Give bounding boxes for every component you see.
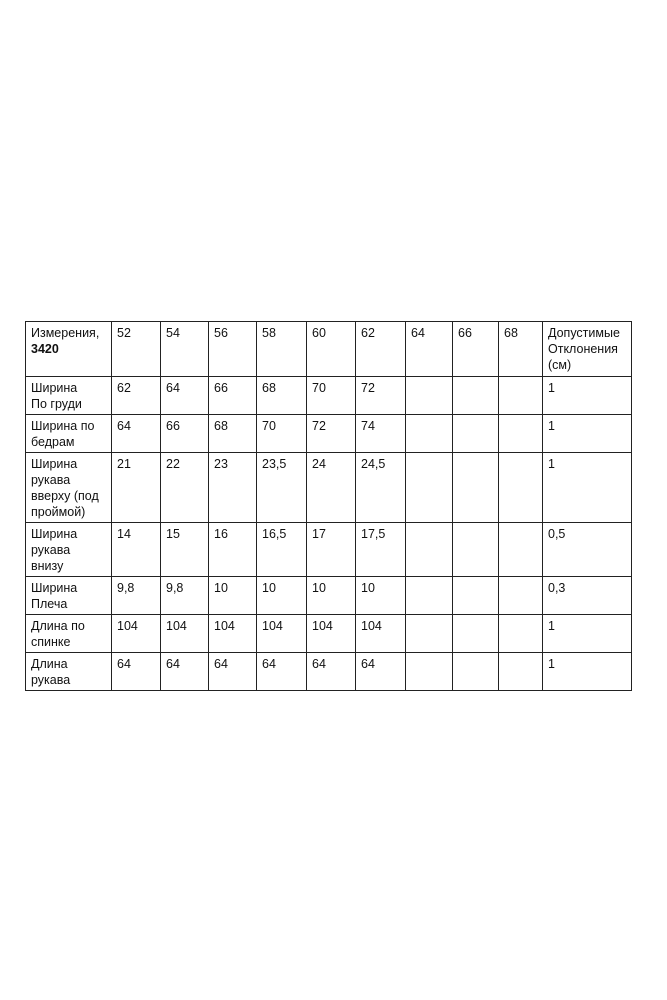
value-cell [499, 615, 543, 653]
measurement-label-cell [26, 577, 112, 615]
measurement-label-line: рукава [31, 473, 71, 487]
value-cell: 66 [161, 415, 209, 453]
table-header-row [26, 322, 632, 377]
tolerance-cell: 0,5 [543, 523, 632, 577]
table-row [26, 523, 632, 577]
value-cell: 16,5 [257, 523, 307, 577]
measurement-label-line: проймой) [31, 505, 86, 519]
tolerance-header-line: Отклонения [548, 342, 618, 356]
header-label: Измерения, [31, 326, 100, 340]
value-cell: 9,8 [112, 577, 161, 615]
value-cell [453, 653, 499, 691]
measurement-label-line: бедрам [31, 435, 75, 449]
value-cell: 17 [307, 523, 356, 577]
table-row [26, 453, 632, 523]
value-cell [453, 523, 499, 577]
measurement-label-line: Ширина [31, 381, 78, 395]
measurement-label-cell [26, 415, 112, 453]
measurement-label-cell [26, 523, 112, 577]
measurement-label-line: Ширина [31, 527, 78, 541]
table-row [26, 377, 632, 415]
value-cell [499, 523, 543, 577]
value-cell: 74 [356, 415, 406, 453]
value-cell: 104 [161, 615, 209, 653]
measurement-label-cell [26, 653, 112, 691]
header-size-cell: 64 [406, 322, 453, 377]
table-row [26, 415, 632, 453]
value-cell: 64 [112, 415, 161, 453]
size-chart-table [25, 321, 632, 691]
measurement-label-line: Ширина [31, 581, 78, 595]
value-cell: 104 [307, 615, 356, 653]
header-size-cell: 60 [307, 322, 356, 377]
measurement-label-cell [26, 615, 112, 653]
value-cell [453, 453, 499, 523]
value-cell: 104 [356, 615, 406, 653]
tolerance-cell: 1 [543, 377, 632, 415]
measurement-label-cell [26, 377, 112, 415]
table-row [26, 577, 632, 615]
value-cell: 68 [257, 377, 307, 415]
header-tolerance-cell [543, 322, 632, 377]
value-cell [406, 523, 453, 577]
value-cell: 64 [356, 653, 406, 691]
value-cell: 104 [112, 615, 161, 653]
header-label-cell [26, 322, 112, 377]
value-cell: 68 [209, 415, 257, 453]
tolerance-cell: 1 [543, 615, 632, 653]
measurement-label-line: внизу [31, 559, 64, 573]
value-cell: 64 [209, 653, 257, 691]
value-cell: 16 [209, 523, 257, 577]
measurement-label-line: спинке [31, 635, 71, 649]
value-cell: 24 [307, 453, 356, 523]
tolerance-cell: 0,3 [543, 577, 632, 615]
value-cell [499, 577, 543, 615]
value-cell: 64 [161, 653, 209, 691]
value-cell [453, 377, 499, 415]
header-size-cell: 58 [257, 322, 307, 377]
header-size-cell: 62 [356, 322, 406, 377]
measurement-label-line: вверху (под [31, 489, 99, 503]
value-cell: 23 [209, 453, 257, 523]
value-cell: 9,8 [161, 577, 209, 615]
value-cell: 64 [112, 653, 161, 691]
value-cell [406, 577, 453, 615]
header-size-cell: 52 [112, 322, 161, 377]
measurement-label-line: Ширина [31, 457, 78, 471]
value-cell [499, 453, 543, 523]
value-cell [499, 653, 543, 691]
header-size-cell: 56 [209, 322, 257, 377]
tolerance-cell: 1 [543, 453, 632, 523]
header-size-cell: 68 [499, 322, 543, 377]
value-cell: 72 [307, 415, 356, 453]
value-cell: 24,5 [356, 453, 406, 523]
value-cell [406, 415, 453, 453]
header-size-cell: 66 [453, 322, 499, 377]
tolerance-header-line: (см) [548, 358, 572, 372]
value-cell [453, 577, 499, 615]
tolerance-header-line: Допустимые [548, 326, 620, 340]
value-cell: 10 [209, 577, 257, 615]
value-cell: 10 [257, 577, 307, 615]
table-row [26, 653, 632, 691]
value-cell [499, 377, 543, 415]
value-cell: 66 [209, 377, 257, 415]
value-cell [453, 415, 499, 453]
value-cell: 10 [307, 577, 356, 615]
value-cell: 72 [356, 377, 406, 415]
value-cell: 104 [209, 615, 257, 653]
value-cell: 70 [257, 415, 307, 453]
value-cell: 14 [112, 523, 161, 577]
measurement-label-line: рукава [31, 673, 71, 687]
tolerance-cell: 1 [543, 653, 632, 691]
value-cell: 21 [112, 453, 161, 523]
value-cell: 10 [356, 577, 406, 615]
value-cell [453, 615, 499, 653]
value-cell [406, 453, 453, 523]
measurement-label-line: рукава [31, 543, 71, 557]
table-row [26, 615, 632, 653]
value-cell: 64 [161, 377, 209, 415]
value-cell [406, 653, 453, 691]
measurement-label-line: Длина по [31, 619, 85, 633]
value-cell: 64 [307, 653, 356, 691]
value-cell: 64 [257, 653, 307, 691]
value-cell [406, 615, 453, 653]
measurement-label-line: Ширина по [31, 419, 95, 433]
measurement-label-cell [26, 453, 112, 523]
measurement-label-line: Плеча [31, 597, 68, 611]
value-cell: 104 [257, 615, 307, 653]
model-code: 3420 [31, 342, 59, 356]
value-cell [499, 415, 543, 453]
value-cell: 22 [161, 453, 209, 523]
value-cell: 70 [307, 377, 356, 415]
value-cell: 15 [161, 523, 209, 577]
measurement-label-line: Длина [31, 657, 68, 671]
tolerance-cell: 1 [543, 415, 632, 453]
value-cell: 23,5 [257, 453, 307, 523]
value-cell: 17,5 [356, 523, 406, 577]
measurement-label-line: По груди [31, 397, 82, 411]
value-cell: 62 [112, 377, 161, 415]
header-size-cell: 54 [161, 322, 209, 377]
value-cell [406, 377, 453, 415]
